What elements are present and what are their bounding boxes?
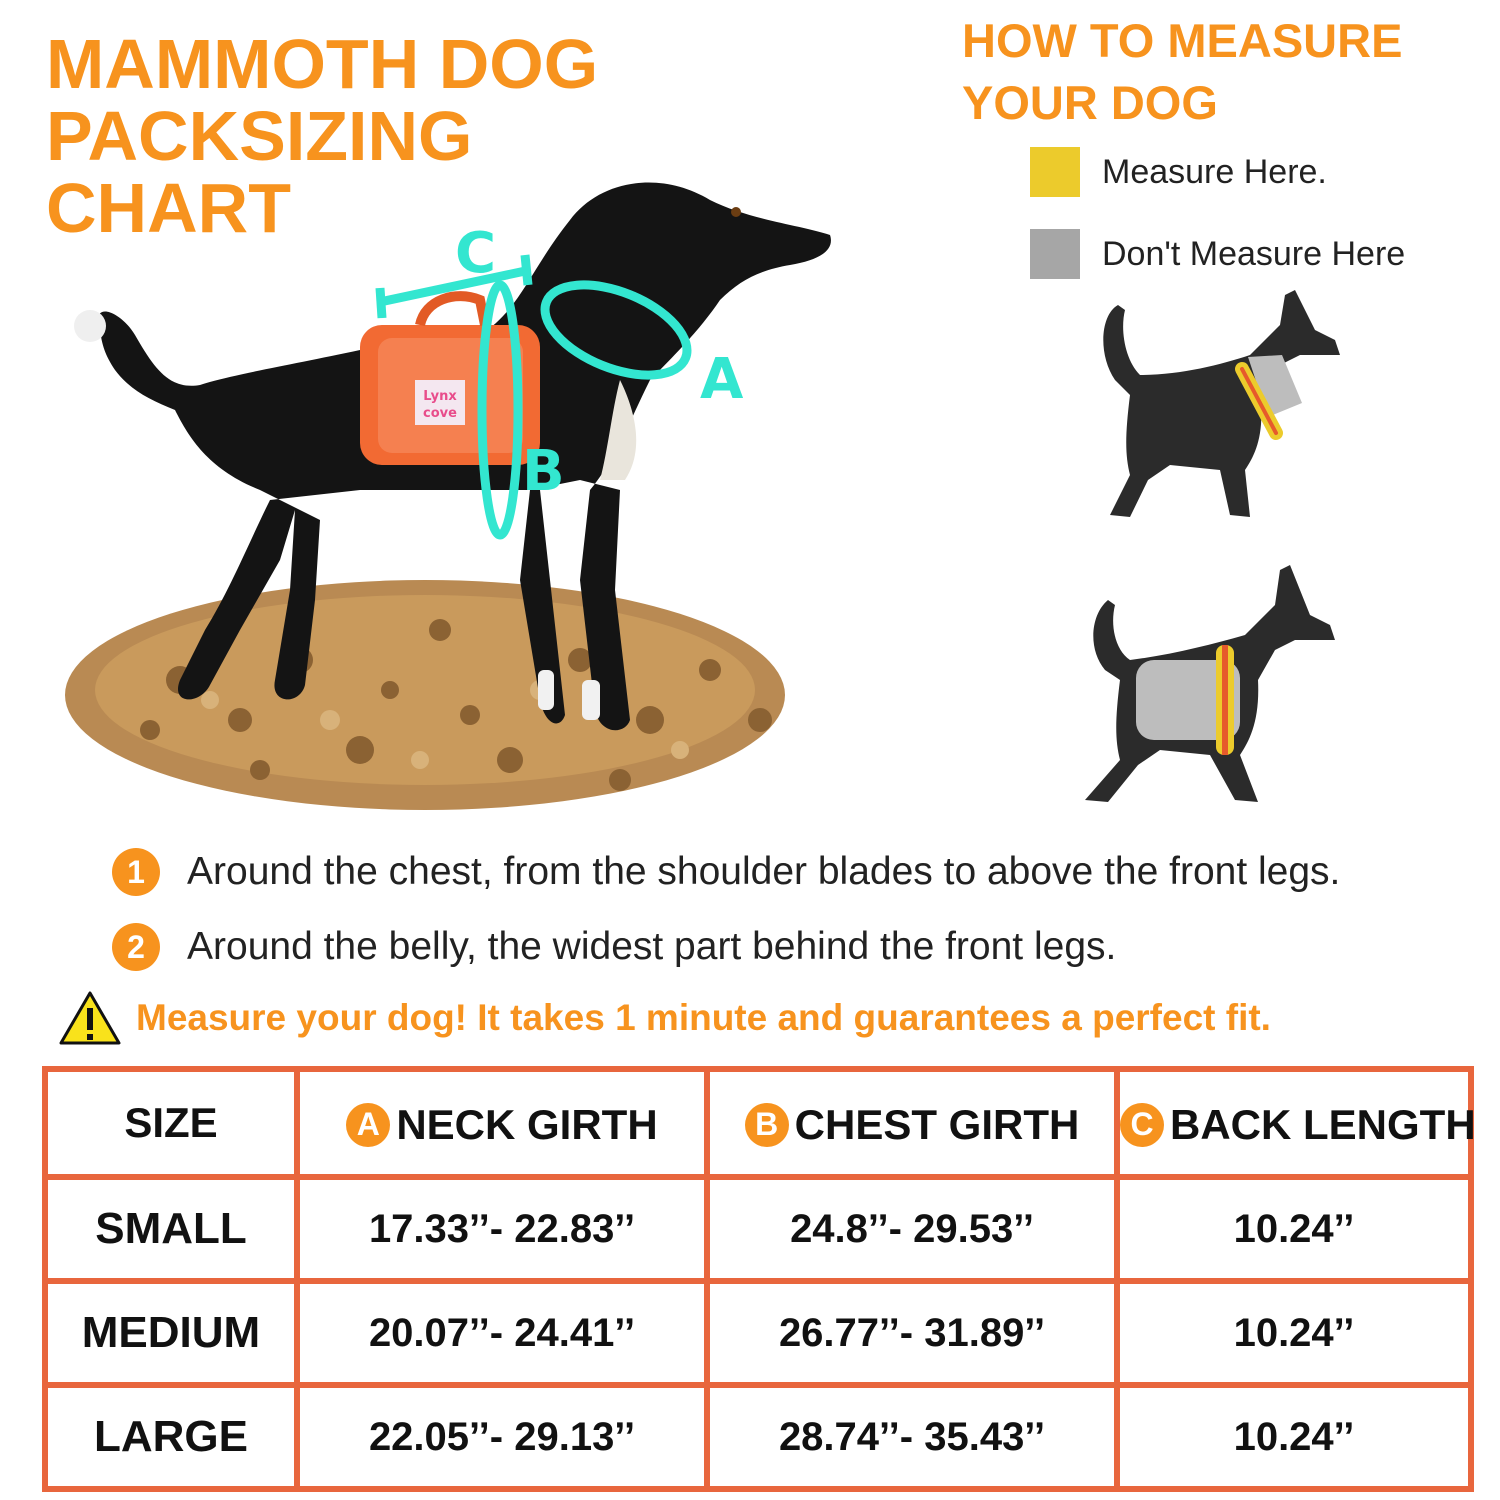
back-cell: 10.24’’ xyxy=(1117,1177,1471,1281)
badge-a-icon: A xyxy=(346,1103,390,1147)
step-text: Around the chest, from the shoulder blades to above the front legs. xyxy=(187,850,1341,893)
badge-b-icon: B xyxy=(745,1103,789,1147)
chest-cell: 24.8’’- 29.53’’ xyxy=(707,1177,1117,1281)
back-cell: 10.24’’ xyxy=(1117,1281,1471,1385)
neck-cell: 20.07’’- 24.41’’ xyxy=(297,1281,707,1385)
step-2 xyxy=(112,923,1116,971)
label-c: C xyxy=(455,221,497,286)
step-number-badge: 2 xyxy=(112,923,160,971)
neck-cell: 17.33’’- 22.83’’ xyxy=(297,1177,707,1281)
legend-label: Don't Measure Here xyxy=(1102,234,1406,273)
table-row xyxy=(45,1177,1471,1281)
step-1 xyxy=(112,848,1340,896)
label-b: B xyxy=(522,439,565,504)
dog-diagram-neck xyxy=(1070,285,1360,535)
warning-triangle-icon xyxy=(58,990,122,1046)
header-size: SIZE xyxy=(45,1069,297,1177)
tail-tip xyxy=(74,310,106,342)
dog-diagram-belly xyxy=(1060,560,1350,815)
yellow-swatch-icon xyxy=(1030,147,1080,197)
table-row xyxy=(45,1385,1471,1489)
title-line-3: CHART xyxy=(46,169,291,247)
legend-measure-here xyxy=(1030,147,1327,197)
header-chest-girth: B CHEST GIRTH xyxy=(707,1069,1117,1177)
step-text: Around the belly, the widest part behind the front legs. xyxy=(187,925,1117,968)
dog-with-pack-photo xyxy=(60,160,860,820)
size-cell: SMALL xyxy=(45,1177,297,1281)
header-back-length: C BACK LENGTH xyxy=(1117,1069,1471,1177)
neck-cell: 22.05’’- 29.13’’ xyxy=(297,1385,707,1489)
how-to-measure-heading xyxy=(962,10,1482,134)
how-to-line-1: HOW TO MEASURE xyxy=(962,14,1403,67)
chest-cell: 28.74’’- 35.43’’ xyxy=(707,1385,1117,1489)
warning-text: Measure your dog! It takes 1 minute and guarantees a perfect fit. xyxy=(136,997,1271,1038)
how-to-line-2: YOUR DOG xyxy=(962,76,1218,129)
header-neck-girth: A NECK GIRTH xyxy=(297,1069,707,1177)
label-a: A xyxy=(700,347,744,412)
size-cell: LARGE xyxy=(45,1385,297,1489)
patch-text-1: Lynx xyxy=(423,389,457,404)
size-table xyxy=(42,1066,1474,1492)
back-cell: 10.24’’ xyxy=(1117,1385,1471,1489)
dog-eye xyxy=(731,207,741,217)
warning-banner xyxy=(58,990,1271,1046)
legend-label: Measure Here. xyxy=(1102,152,1327,191)
badge-c-icon: C xyxy=(1120,1103,1164,1147)
legend-dont-measure xyxy=(1030,229,1405,279)
table-header-row xyxy=(45,1069,1471,1177)
title-line-1: MAMMOTH DOG xyxy=(46,25,599,103)
table-row xyxy=(45,1281,1471,1385)
title-line-2: PACKSIZING xyxy=(46,97,473,175)
step-number-badge: 1 xyxy=(112,848,160,896)
dog-silhouette xyxy=(1103,290,1340,517)
gray-swatch-icon xyxy=(1030,229,1080,279)
patch-text-2: cove xyxy=(423,406,457,421)
size-cell: MEDIUM xyxy=(45,1281,297,1385)
chest-cell: 26.77’’- 31.89’’ xyxy=(707,1281,1117,1385)
